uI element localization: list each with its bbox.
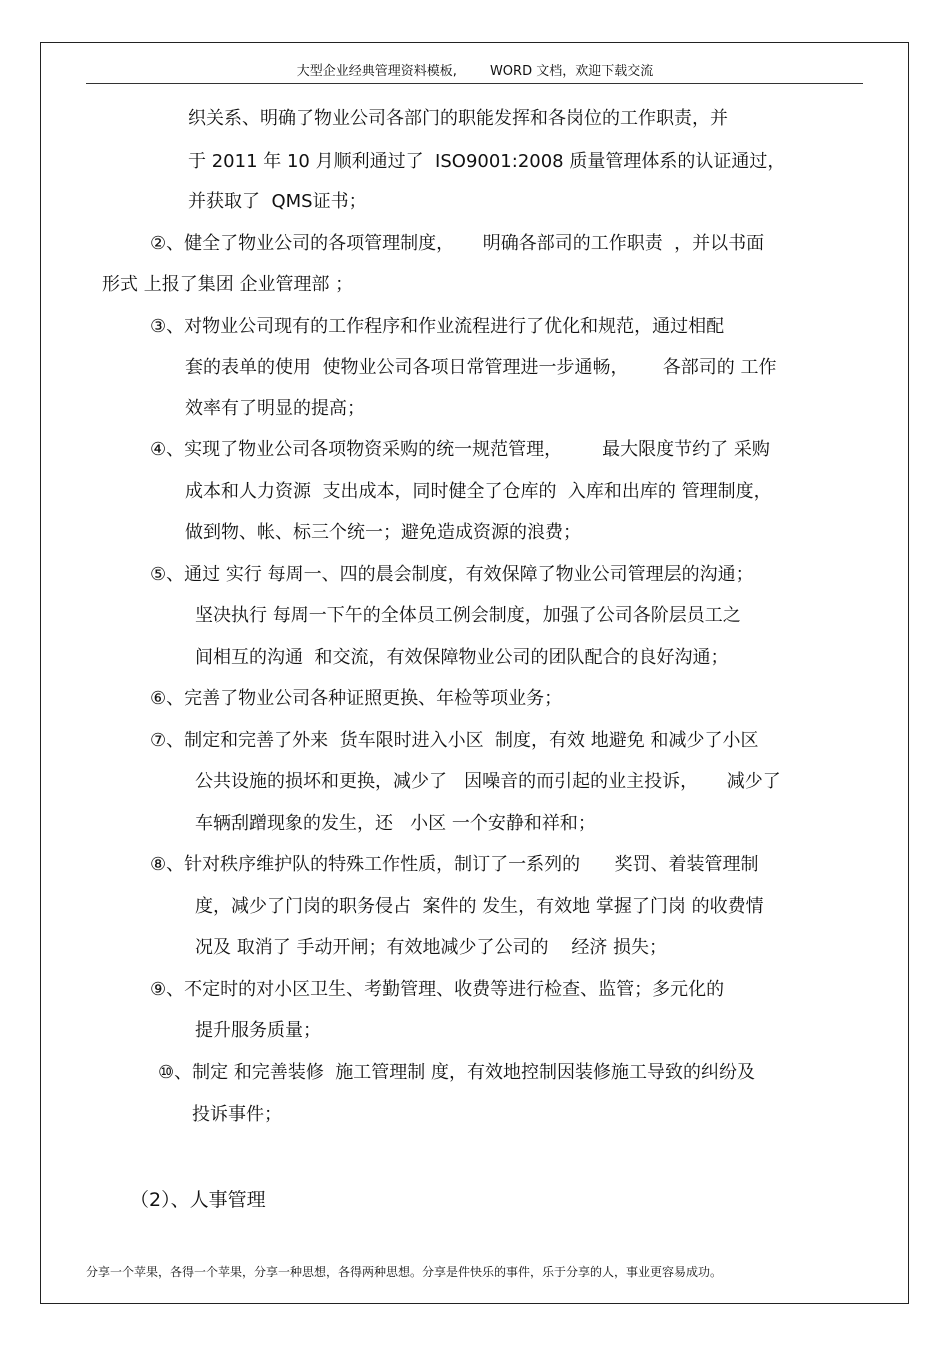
list-item-4: ④、实现了物业公司各项物资采购的统一规范管理， 最大限度节约了 采购 xyxy=(150,439,770,460)
list-item-3: ③、对物业公司现有的工作程序和作业流程进行了优化和规范，通过相配 xyxy=(150,316,725,337)
list-item-7: ⑦、制定和完善了外来 货车限时进入小区 制度，有效 地避免 和减少了小区 xyxy=(150,730,759,751)
body-line: 况及 取消了 手动开闸；有效地减少了公司的 经济 损失； xyxy=(195,937,668,958)
body-line: 形式 上报了集团 企业管理部 ； xyxy=(102,274,354,295)
body-line: 套的表单的使用 使物业公司各项日常管理进一步通畅， 各部司的 工作 xyxy=(185,357,777,378)
body-line: 做到物、帐、标三个统一；避免造成资源的浪费； xyxy=(185,522,581,543)
list-item-10: ⑩、制定 和完善装修 施工管理制 度，有效地控制因装修施工导致的纠纷及 xyxy=(158,1062,756,1083)
body-line: 车辆刮蹭现象的发生，还 小区 一个安静和祥和； xyxy=(195,813,596,834)
list-item-5: ⑤、通过 实行 每周一、四的晨会制度，有效保障了物业公司管理层的沟通； xyxy=(150,564,754,585)
list-item-9: ⑨、不定时的对小区卫生、考勤管理、收费等进行检查、监管；多元化的 xyxy=(150,979,725,1000)
body-line: 坚决执行 每周一下午的全体员工例会制度，加强了公司各阶层员工之 xyxy=(195,605,741,626)
page-header: 大型企业经典管理资料模板, WORD 文档，欢迎下载交流 xyxy=(296,64,654,79)
body-line: 于 2011 年 10 月顺利通过了 ISO9001:2008 质量管理体系的认证通过， xyxy=(188,151,786,172)
body-line: 效率有了明显的提高； xyxy=(185,398,365,419)
body-line: 间相互的沟通 和交流，有效保障物业公司的团队配合的良好沟通； xyxy=(195,647,729,668)
body-line: 并获取了 QMS证书； xyxy=(188,191,367,212)
page-footer: 分享一个苹果，各得一个苹果，分享一种思想，各得两种思想。分享是件快乐的事件，乐于分享的人，事业更容易成功。 xyxy=(86,1265,723,1279)
body-line: 织关系、明确了物业公司各部门的职能发挥和各岗位的工作职责，并 xyxy=(188,108,728,129)
section-heading: （2）、人事管理 xyxy=(130,1189,266,1211)
body-line: 公共设施的损坏和更换，减少了 因噪音的而引起的业主投诉， 减少了 xyxy=(195,771,781,792)
body-line: 投诉事件； xyxy=(192,1104,282,1125)
list-item-6: ⑥、完善了物业公司各种证照更换、年检等项业务； xyxy=(150,688,563,709)
list-item-8: ⑧、针对秩序维护队的特殊工作性质，制订了一系列的 奖罚、着装管理制 xyxy=(150,854,759,875)
body-line: 度，减少了门岗的职务侵占 案件的 发生，有效地 掌握了门岗 的收费情 xyxy=(195,896,764,917)
list-item-2: ②、健全了物业公司的各项管理制度， 明确各部司的工作职责 ，并以书面 xyxy=(150,233,765,254)
body-line: 成本和人力资源 支出成本，同时健全了仓库的 入库和出库的 管理制度， xyxy=(185,481,772,502)
header-divider xyxy=(86,83,863,84)
body-line: 提升服务质量； xyxy=(195,1020,321,1041)
